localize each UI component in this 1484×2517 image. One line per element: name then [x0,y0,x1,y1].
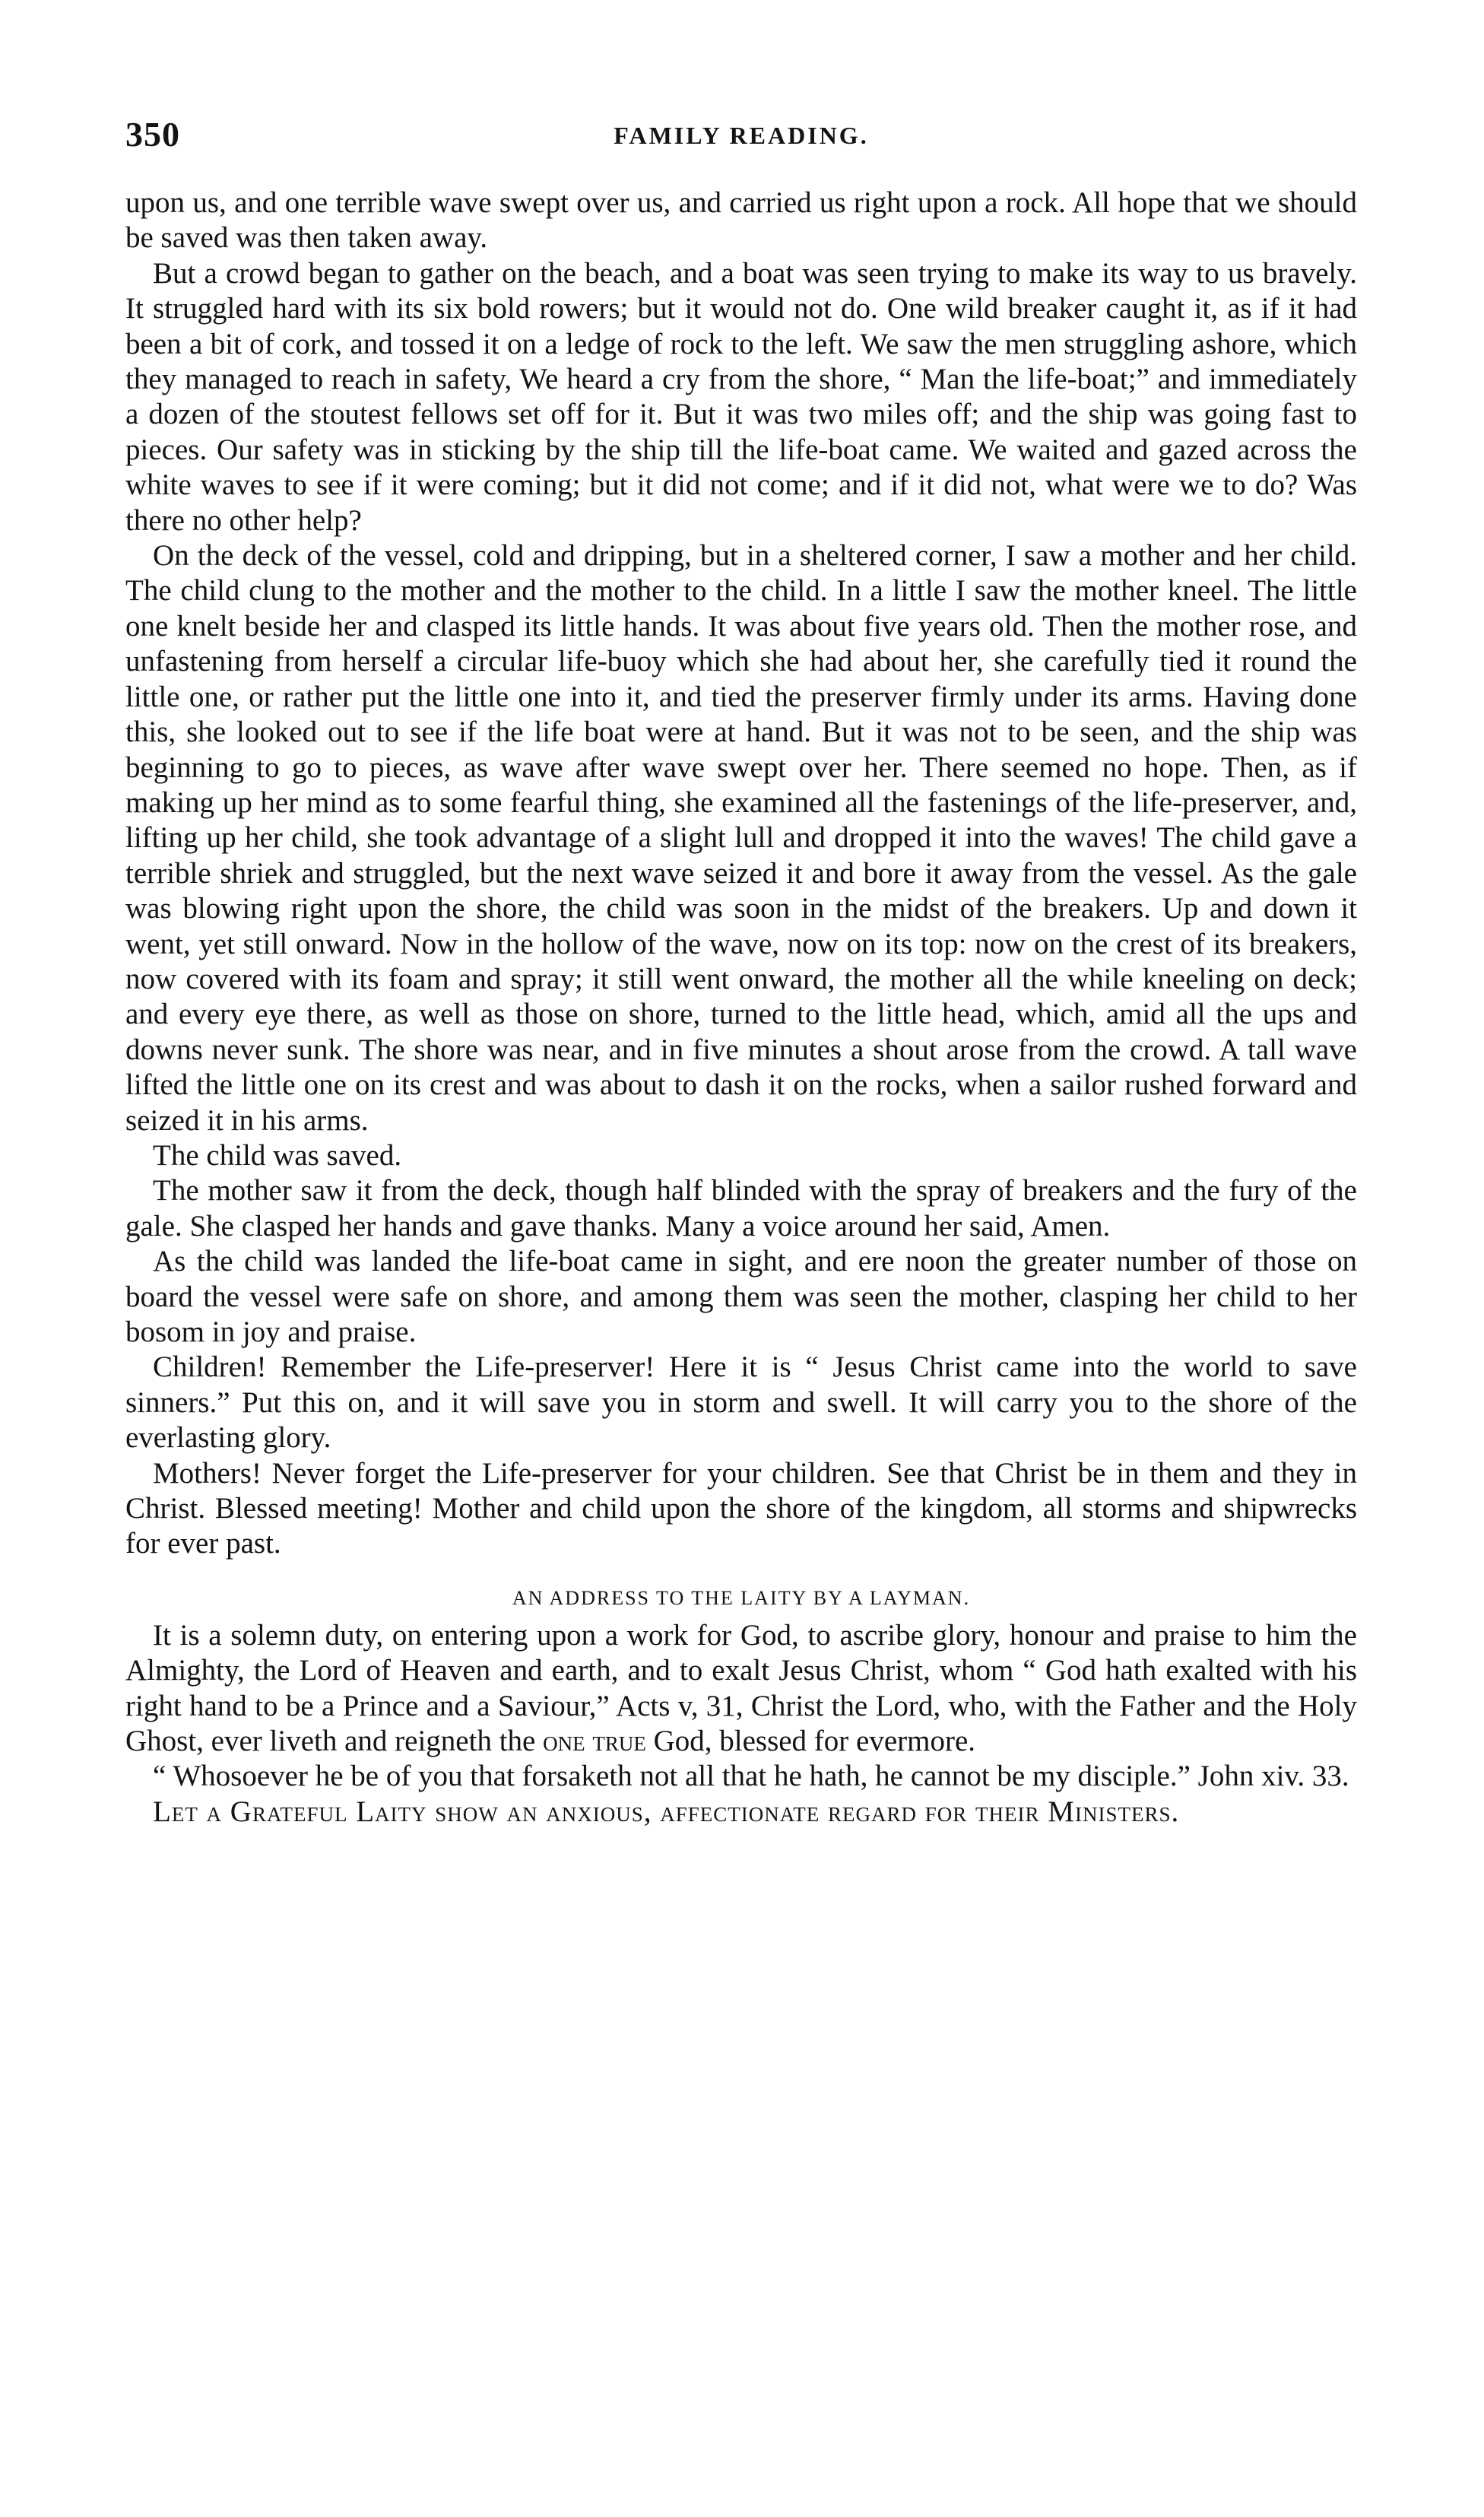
running-title: FAMILY READING. [614,122,869,149]
story-paragraph: upon us, and one terrible wave swept over us, and carried us right upon a rock. All hope that we should be saved was then taken away. [125,186,1357,255]
closing-line: Let a Grateful Laity show an anxious, affectionate regard for their Ministers. [153,1795,1180,1828]
story-paragraph: The child was saved. [153,1138,402,1172]
story-text [125,186,1357,1830]
story-paragraph: As the child was landed the life-boat came in sight, and ere noon the greater number of those on board the vessel were safe on shore, and among them was seen the mother, clasping her child to her bosom in joy and praise. [125,1245,1357,1348]
story-paragraph: Children! Remember the Life-preserver! Here it is “ Jesus Christ came into the world to save sinners.” Put this on, and it will save you in storm and swell. It will carry you to the shore of the everlasting glory. [125,1351,1357,1455]
address-paragraph [125,1618,1357,1760]
address-text: It is a solemn duty, on entering upon a work for God, to ascribe glory, honour and praise to him the Almighty, the Lord of Heaven and earth, and to exalt Jesus Christ, whom “ God hath exalted with his right hand to be a Prince and a Saviour,” Acts v, 31, Christ the Lord, who, with the Father and the Holy Ghost, ever liveth and reigneth the [125,1618,1357,1758]
running-head [125,114,1357,160]
scripture-quote: “ Whosoever he be of you that forsaketh not all that he hath, he cannot be my disciple.” John xiv. 33. [153,1760,1349,1793]
story-paragraph: On the deck of the vessel, cold and dripping, but in a sheltered corner, I saw a mother and her child. The child clung to the mother and the mother to the child. In a little I saw the mother kneel. The little one knelt beside her and clasped its little hands. It was about five years old. Then the mother rose, and unfastening from herself a circular life-buoy which she had about her, she carefully tied it round the little one, or rather put the little one into it, and tied the preserver firmly under its arms. Having done this, she looked out to see if the life boat were at hand. But it was not to be seen, and the ship was beginning to go to pieces, as wave after wave swept over her. There seemed no hope. Then, as if making up her mind as to some fearful thing, she examined all the fastenings of the life-preserver, and, lifting up her child, she took advantage of a slight lull and dropped it into the waves! The child gave a terrible shriek and struggled, but the next wave seized it and bore it away from the vessel. As the gale was blowing right upon the shore, the child was soon in the midst of the breakers. Up and down it went, yet still onward. Now in the hollow of the wave, now on its top: now on the crest of its breakers, now covered with its foam and spray; it still went onward, the mother all the while kneeling on deck; and every eye there, as well as those on shore, turned to the little head, which, amid all the ups and downs never sunk. The shore was near, and in five minutes a shout arose from the crowd. A tall wave lifted the little one on its crest and was about to dash it on the rocks, when a sailor rushed forward and seized it in his arms. [125,539,1357,1137]
story-paragraph: Mothers! Never forget the Life-preserver for your children. See that Christ be in them and they in Christ. Blessed meeting! Mother and child upon the shore of the kingdom, all storms and shipwrecks for ever past. [125,1456,1357,1560]
story-paragraph: The mother saw it from the deck, though half blinded with the spray of breakers and the fury of the gale. She clasped her hands and gave thanks. Many a voice around her said, Amen. [125,1174,1357,1243]
section-heading: AN ADDRESS TO THE LAITY BY A LAYMAN. [512,1586,971,1609]
address-text-end: God, blessed for evermore. [645,1725,976,1758]
page [125,114,1357,1830]
address-smallcaps: one true [543,1725,646,1758]
story-paragraph: But a crowd began to gather on the beach, and a boat was seen trying to make its way to us bravely. It struggled hard with its six bold rowers; but it would not do. One wild breaker caught it, as if it had been a bit of cork, and tossed it on a ledge of rock to the left. We saw the men struggling ashore, which they managed to reach in safety, We heard a cry from the shore, “ Man the life-boat;” and immediately a dozen of the stoutest fellows set off for it. But it was two miles off; and the ship was going fast to pieces. Our safety was in sticking by the ship till the life-boat came. We waited and gazed across the white waves to see if it were coming; but it did not come; and if it did not, what were we to do? Was there no other help? [125,256,1357,537]
page-number: 350 [125,115,180,154]
